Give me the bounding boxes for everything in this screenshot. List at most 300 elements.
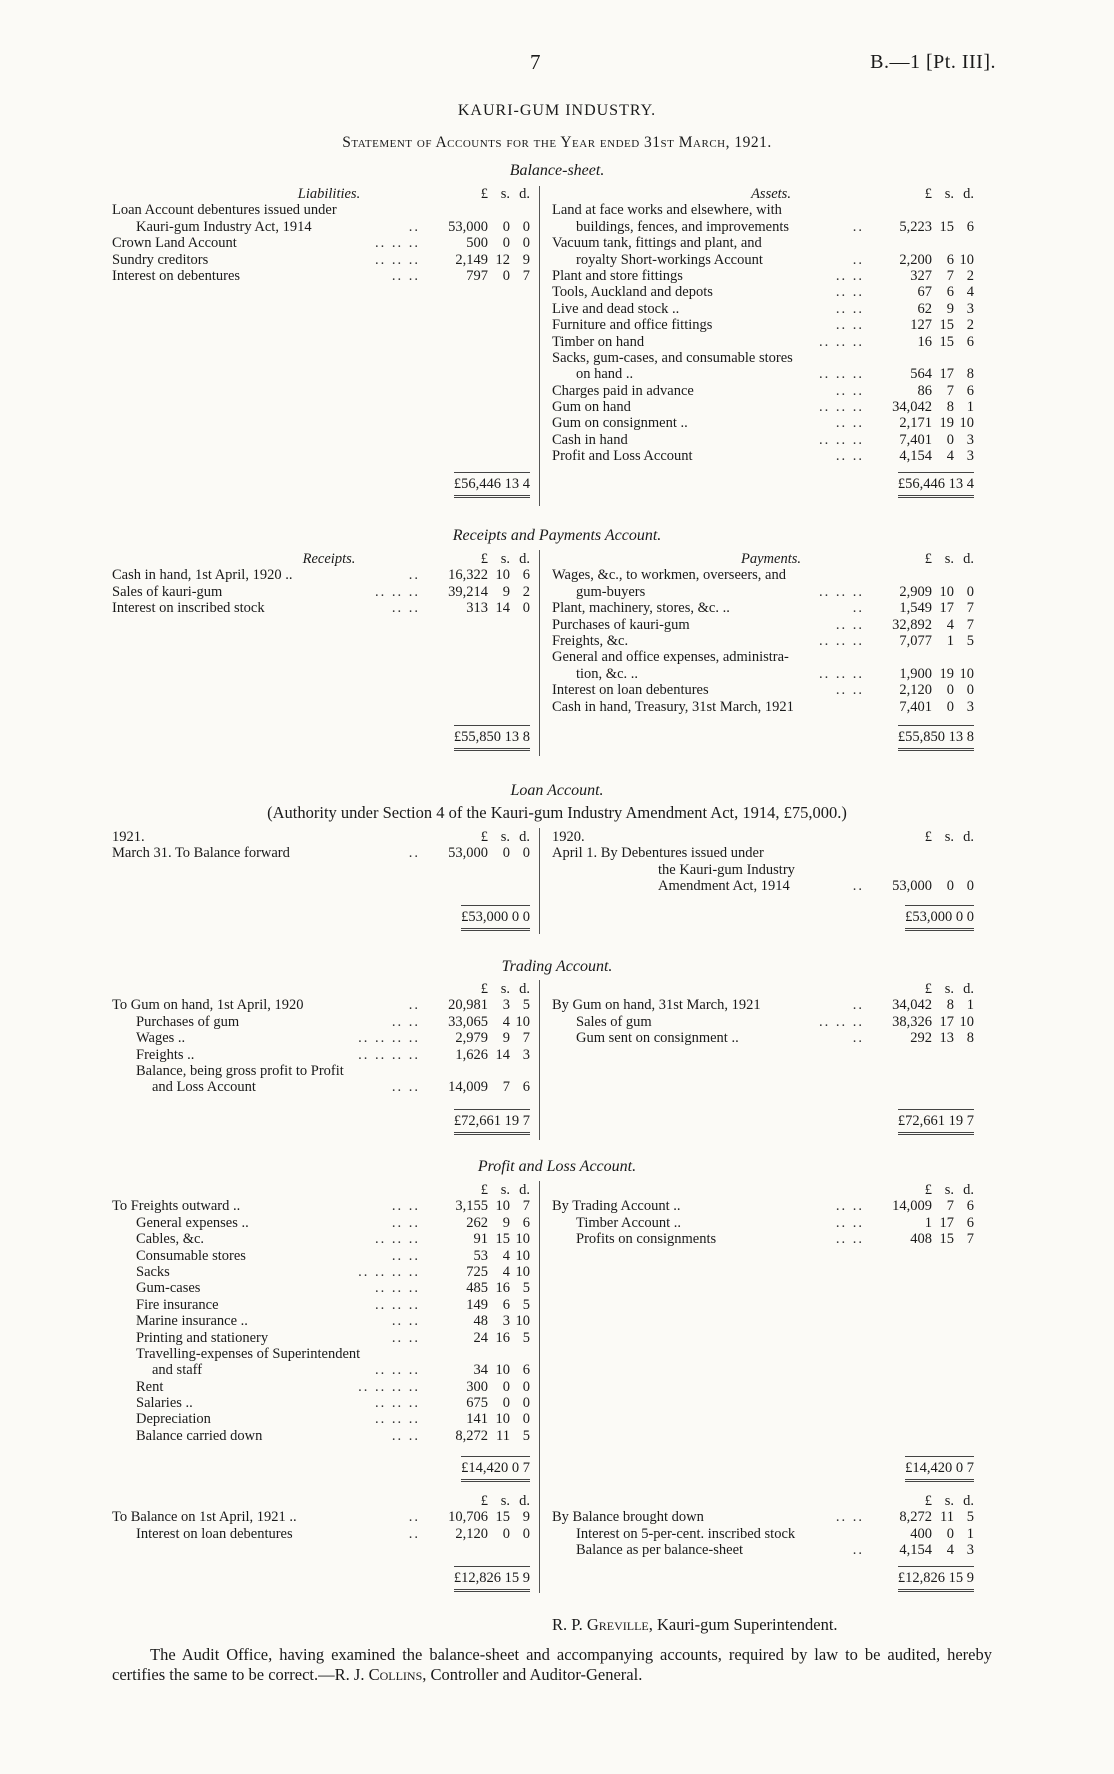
- item-label: Interest on loan debentures: [136, 1525, 293, 1542]
- amount-s: 11: [496, 1427, 510, 1444]
- balance-sheet-title: Balance-sheet.: [509, 162, 605, 179]
- ledger-row: [112, 1248, 530, 1264]
- document-title: KAURI-GUM INDUSTRY.: [457, 102, 657, 119]
- amount-d: 7: [966, 1231, 974, 1248]
- ledger-row: [112, 219, 530, 235]
- ledger-description: [552, 399, 870, 415]
- ledger-description: [552, 1231, 870, 1247]
- amount-s: 12: [495, 251, 510, 268]
- column-heading: Receipts.: [302, 550, 356, 567]
- audit-text: The Audit Office, having examined the balance-sheet and accompanying accounts, required by law to be audited, hereby certifies the same to be correct.—: [112, 1645, 992, 1684]
- ledger-amount: [426, 845, 530, 861]
- amount-d: 10: [515, 1247, 530, 1264]
- ledger-description: [112, 268, 426, 284]
- item-label: General expenses ..: [136, 1214, 249, 1231]
- ledger-description: [112, 1526, 426, 1542]
- amount-d: 3: [522, 1046, 530, 1063]
- leader-dots: ..: [852, 218, 864, 235]
- amount-l: 292: [910, 1030, 932, 1047]
- ledger-row: [112, 567, 530, 583]
- ledger-description: [552, 366, 870, 382]
- ledger-description: [112, 252, 426, 268]
- item-label: Sundry creditors: [112, 251, 209, 268]
- ledger-description: [112, 1030, 426, 1046]
- amount-l: 67: [917, 284, 932, 301]
- amount-s: 16: [495, 1329, 510, 1346]
- amount-s: 17: [939, 1013, 954, 1030]
- item-label: Consumable stores: [136, 1247, 246, 1264]
- amount-s: 7: [946, 382, 954, 399]
- amount-l: 1,900: [899, 665, 932, 682]
- ledger-amount: [870, 448, 974, 464]
- payments-total: £55,850 13 8: [552, 725, 974, 751]
- currency-l: £: [480, 550, 488, 567]
- currency-d: d.: [519, 185, 530, 202]
- amount-l: 53,000: [448, 218, 488, 235]
- amount-l: 20,981: [448, 997, 488, 1014]
- amount-s: 15: [495, 1509, 510, 1526]
- amount-d: 3: [966, 300, 974, 317]
- ledger-amount: [426, 1231, 530, 1247]
- amount-d: 8: [966, 366, 974, 383]
- amount-d: 10: [959, 415, 974, 432]
- amount-d: 2: [522, 583, 530, 600]
- ledger-description: [552, 567, 870, 583]
- ledger-row: [112, 997, 530, 1013]
- amount-l: 53,000: [448, 845, 488, 862]
- ledger-description: [552, 350, 870, 366]
- leader-dots: .. ..: [391, 1247, 420, 1264]
- ledger-amount: [870, 699, 974, 715]
- amount-s: 0: [946, 1525, 954, 1542]
- amount-d: 6: [966, 218, 974, 235]
- ledger-description: [112, 1509, 426, 1525]
- amount-d: 3: [966, 1542, 974, 1559]
- ledger-description: [112, 1411, 426, 1427]
- amount-s: 3: [502, 1313, 510, 1330]
- ledger-amount: [870, 317, 974, 333]
- amount-s: 15: [939, 317, 954, 334]
- profit-loss-debit-column-2: [112, 1493, 530, 1542]
- amount-l: 5,223: [899, 218, 932, 235]
- receipts-payments-title: Receipts and Payments Account.: [452, 527, 662, 544]
- amount-l: 149: [466, 1296, 488, 1313]
- item-label: Kauri-gum Industry Act, 1914: [136, 218, 312, 235]
- ledger-description: [112, 235, 426, 251]
- ledger-description: [112, 1264, 426, 1280]
- item-label: Live and dead stock ..: [552, 300, 680, 317]
- amount-d: 10: [515, 1313, 530, 1330]
- amount-l: 32,892: [892, 616, 932, 633]
- ledger-amount: [870, 284, 974, 300]
- ledger-amount: [870, 1215, 974, 1231]
- amount-s: 14: [495, 600, 510, 617]
- ledger-row: [552, 268, 974, 284]
- ledger-description: [552, 383, 870, 399]
- ledger-amount: [426, 1313, 530, 1329]
- amount-d: 2: [966, 267, 974, 284]
- receipts-column: [112, 551, 530, 617]
- ledger-amount: [870, 997, 974, 1013]
- amount-l: 675: [466, 1395, 488, 1412]
- amount-s: 16: [495, 1280, 510, 1297]
- leader-dots: .. ..: [391, 1198, 420, 1215]
- amount-l: 8,272: [455, 1427, 488, 1444]
- amount-l: 1,549: [899, 600, 932, 617]
- ledger-row: [112, 202, 530, 218]
- leader-dots: .. ..: [391, 1013, 420, 1030]
- amount-s: 19: [939, 665, 954, 682]
- amount-s: 10: [939, 583, 954, 600]
- leader-dots: .. ..: [391, 600, 420, 617]
- ledger-amount: [426, 1428, 530, 1444]
- item-label: and Loss Account: [152, 1079, 256, 1096]
- leader-dots: .. ..: [835, 284, 864, 301]
- currency-header: [870, 1182, 974, 1198]
- amount-s: 10: [495, 1198, 510, 1215]
- ledger-row: [112, 584, 530, 600]
- amount-s: 0: [502, 1395, 510, 1412]
- ledger-description: [552, 317, 870, 333]
- ledger-row: [552, 699, 974, 715]
- ledger-row: [112, 1346, 530, 1362]
- ledger-amount: [426, 584, 530, 600]
- document-subtitle: Statement of Accounts for the Year ended 31st March, 1921.: [342, 134, 772, 151]
- ledger-description: [552, 584, 870, 600]
- ledger-description: [112, 600, 426, 616]
- item-label: the Kauri-gum Industry: [658, 861, 795, 878]
- ledger-amount: [426, 219, 530, 235]
- leader-dots: .. ..: [835, 1509, 864, 1526]
- ledger-description: [112, 1428, 426, 1444]
- item-label: Vacuum tank, fittings and plant, and: [552, 235, 762, 252]
- amount-l: 4,154: [899, 1542, 932, 1559]
- amount-s: 17: [939, 600, 954, 617]
- amount-s: 15: [939, 1231, 954, 1248]
- amount-l: 2,979: [455, 1030, 488, 1047]
- trading-account-title: Trading Account.: [501, 958, 613, 975]
- loan-account-divider: [539, 828, 540, 934]
- amount-s: 17: [939, 366, 954, 383]
- amount-d: 1: [966, 399, 974, 416]
- ledger-amount: [426, 1395, 530, 1411]
- currency-l: £: [480, 1492, 488, 1509]
- trading-credit-column: [552, 981, 974, 1047]
- ledger-row: [112, 1526, 530, 1542]
- ledger-description: [552, 997, 870, 1013]
- ledger-description: [552, 235, 870, 251]
- amount-l: 34: [473, 1362, 488, 1379]
- amount-l: 797: [466, 267, 488, 284]
- amount-l: 564: [910, 366, 932, 383]
- loan-account-title: Loan Account.: [510, 782, 604, 799]
- leader-dots: .. .. ..: [819, 366, 864, 383]
- item-label: Purchases of gum: [136, 1013, 240, 1030]
- amount-s: 7: [946, 267, 954, 284]
- ledger-description: [112, 1330, 426, 1346]
- ledger-amount: [426, 1198, 530, 1214]
- amount-l: 2,200: [899, 251, 932, 268]
- ledger-row: [552, 399, 974, 415]
- superintendent-signature: [552, 1617, 838, 1633]
- leader-dots: .. .. ..: [375, 251, 420, 268]
- column-header-row: [552, 186, 974, 202]
- amount-d: 1: [966, 997, 974, 1014]
- ledger-row: [112, 1411, 530, 1427]
- amount-s: 0: [946, 682, 954, 699]
- ledger-description: [552, 666, 870, 682]
- item-label: Balance carried down: [136, 1427, 263, 1444]
- trading-credit-total: £72,661 19 7: [552, 1109, 974, 1135]
- ledger-row: [552, 301, 974, 317]
- ledger-description: [552, 633, 870, 649]
- loan-account-authority: (Authority under Section 4 of the Kauri-gum Industry Amendment Act, 1914, £75,000.): [267, 803, 847, 822]
- amount-l: 2,909: [899, 583, 932, 600]
- item-label: Cables, &c.: [136, 1231, 205, 1248]
- column-heading: 1920.: [552, 828, 585, 845]
- amount-d: 2: [966, 317, 974, 334]
- amount-d: 6: [522, 1079, 530, 1096]
- item-label: To Freights outward ..: [112, 1198, 241, 1215]
- ledger-row: [552, 1542, 974, 1558]
- profit-loss-debit-total-2: £12,826 15 9: [112, 1566, 530, 1592]
- ledger-amount: [426, 1509, 530, 1525]
- currency-d: d.: [963, 185, 974, 202]
- leader-dots: .. .. .. ..: [358, 1046, 420, 1063]
- ledger-amount: [870, 415, 974, 431]
- amount-d: 7: [522, 1030, 530, 1047]
- amount-d: 10: [515, 1013, 530, 1030]
- ledger-amount: [870, 1030, 974, 1046]
- leader-dots: .. ..: [835, 1214, 864, 1231]
- item-label: Wages ..: [136, 1030, 186, 1047]
- amount-s: 0: [502, 1525, 510, 1542]
- ledger-row: [112, 1428, 530, 1444]
- audit-certificate: [112, 1645, 992, 1685]
- currency-l: £: [924, 1492, 932, 1509]
- ledger-description: [552, 600, 870, 616]
- amount-l: 262: [466, 1214, 488, 1231]
- amount-s: 4: [502, 1247, 510, 1264]
- item-label: Interest on inscribed stock: [112, 600, 265, 617]
- ledger-row: [112, 1231, 530, 1247]
- currency-header: [426, 1493, 530, 1509]
- amount-s: 7: [946, 1198, 954, 1215]
- currency-s: s.: [944, 1492, 954, 1509]
- amount-s: 0: [946, 431, 954, 448]
- currency-d: d.: [963, 1181, 974, 1198]
- item-label: buildings, fences, and improvements: [576, 218, 790, 235]
- ledger-row: [552, 1526, 974, 1542]
- amount-s: 9: [946, 300, 954, 317]
- ledger-description: [552, 862, 870, 878]
- assets-column: [552, 186, 974, 465]
- trading-account-divider: [539, 980, 540, 1140]
- leader-dots: .. .. ..: [375, 1280, 420, 1297]
- item-label: Interest on loan debentures: [552, 682, 709, 699]
- currency-l: £: [480, 980, 488, 997]
- ledger-amount: [870, 1526, 974, 1542]
- ledger-description: [552, 845, 870, 861]
- item-label: Printing and stationery: [136, 1329, 269, 1346]
- currency-s: s.: [944, 550, 954, 567]
- ledger-description: [552, 1014, 870, 1030]
- ledger-row: [552, 366, 974, 382]
- leader-dots: .. ..: [391, 1313, 420, 1330]
- ledger-row: [552, 682, 974, 698]
- amount-l: 313: [466, 600, 488, 617]
- amount-d: 6: [522, 567, 530, 584]
- ledger-description: [112, 845, 426, 861]
- item-label: Tools, Auckland and depots: [552, 284, 713, 301]
- leader-dots: .. ..: [835, 415, 864, 432]
- item-label: Timber Account ..: [576, 1214, 681, 1231]
- amount-l: 141: [466, 1411, 488, 1428]
- amount-d: 5: [522, 1296, 530, 1313]
- column-header-row: [552, 1493, 974, 1509]
- ledger-description: [112, 567, 426, 583]
- ledger-row: [552, 350, 974, 366]
- amount-d: 0: [522, 1525, 530, 1542]
- ledger-row: [552, 878, 974, 894]
- leader-dots: .. .. ..: [375, 1296, 420, 1313]
- amount-s: 13: [939, 1030, 954, 1047]
- amount-s: 10: [495, 1362, 510, 1379]
- leader-dots: .. ..: [835, 616, 864, 633]
- currency-s: s.: [500, 185, 510, 202]
- currency-s: s.: [944, 1181, 954, 1198]
- amount-d: 0: [522, 235, 530, 252]
- item-label: By Gum on hand, 31st March, 1921: [552, 997, 761, 1014]
- leader-dots: .. ..: [835, 1198, 864, 1215]
- ledger-row: [112, 1030, 530, 1046]
- ledger-description: [552, 432, 870, 448]
- currency-header: [426, 981, 530, 997]
- item-label: Furniture and office fittings: [552, 317, 713, 334]
- currency-d: d.: [519, 1492, 530, 1509]
- amount-l: 24: [473, 1329, 488, 1346]
- currency-d: d.: [963, 1492, 974, 1509]
- column-header-row: [112, 551, 530, 567]
- amount-s: 0: [502, 845, 510, 862]
- amount-l: 485: [466, 1280, 488, 1297]
- amount-d: 7: [966, 616, 974, 633]
- item-label: March 31. To Balance forward: [112, 845, 290, 862]
- ledger-row: [112, 845, 530, 861]
- ledger-description: [552, 699, 870, 715]
- item-label: Freights, &c.: [552, 632, 629, 649]
- loan-credit-total: £53,000 0 0: [552, 905, 974, 931]
- item-label: Wages, &c., to workmen, overseers, and: [552, 567, 786, 584]
- ledger-amount: [426, 252, 530, 268]
- amount-s: 0: [502, 1378, 510, 1395]
- amount-l: 38,326: [892, 1013, 932, 1030]
- amount-l: 725: [466, 1263, 488, 1280]
- profit-loss-credit-column: [552, 1182, 974, 1248]
- ledger-row: [112, 1063, 530, 1079]
- amount-l: 300: [466, 1378, 488, 1395]
- currency-l: £: [924, 980, 932, 997]
- ledger-row: [552, 1014, 974, 1030]
- amount-d: 10: [515, 1263, 530, 1280]
- column-header-row: [552, 829, 974, 845]
- column-header-row: [112, 829, 530, 845]
- ledger-amount: [870, 334, 974, 350]
- amount-s: 17: [939, 1214, 954, 1231]
- currency-l: £: [480, 828, 488, 845]
- profit-loss-debit-total: £14,420 0 7: [112, 1456, 530, 1482]
- ledger-row: [112, 1297, 530, 1313]
- liabilities-column: [112, 186, 530, 284]
- ledger-amount: [870, 432, 974, 448]
- column-header-row: [112, 1493, 530, 1509]
- column-header-row: [112, 186, 530, 202]
- amount-d: 0: [966, 878, 974, 895]
- currency-l: £: [924, 185, 932, 202]
- ledger-row: [552, 219, 974, 235]
- ledger-amount: [426, 600, 530, 616]
- item-label: To Gum on hand, 1st April, 1920: [112, 997, 304, 1014]
- ledger-description: [552, 617, 870, 633]
- item-label: Plant and store fittings: [552, 267, 683, 284]
- currency-header: [426, 829, 530, 845]
- item-label: Plant, machinery, stores, &c. ..: [552, 600, 730, 617]
- leader-dots: ..: [408, 1525, 420, 1542]
- leader-dots: .. ..: [391, 1329, 420, 1346]
- ledger-description: [552, 448, 870, 464]
- amount-d: 10: [515, 1231, 530, 1248]
- ledger-row: [552, 633, 974, 649]
- amount-d: 10: [959, 1013, 974, 1030]
- auditor-name: R. J. Collins,: [334, 1665, 427, 1684]
- ledger-amount: [426, 1264, 530, 1280]
- ledger-description: [552, 301, 870, 317]
- signatory-name: R. P. Greville,: [552, 1615, 653, 1634]
- ledger-description: [552, 252, 870, 268]
- currency-d: d.: [519, 1181, 530, 1198]
- item-label: Sacks: [136, 1263, 170, 1280]
- amount-d: 10: [959, 665, 974, 682]
- amount-l: 39,214: [448, 583, 488, 600]
- ledger-amount: [426, 567, 530, 583]
- leader-dots: ..: [852, 600, 864, 617]
- ledger-description: [112, 1346, 426, 1362]
- amount-s: 11: [940, 1509, 954, 1526]
- amount-d: 6: [966, 1198, 974, 1215]
- profit-loss-credit-total-2: £12,826 15 9: [552, 1566, 974, 1592]
- amount-l: 33,065: [448, 1013, 488, 1030]
- ledger-description: [552, 219, 870, 235]
- item-label: Travelling-expenses of Superintendent: [136, 1345, 361, 1362]
- page-reference: B.—1 [Pt. III].: [870, 51, 996, 73]
- leader-dots: .. .. ..: [375, 1362, 420, 1379]
- profit-loss-debit-column: [112, 1182, 530, 1444]
- leader-dots: .. .. ..: [375, 235, 420, 252]
- item-label: April 1. By Debentures issued under: [552, 845, 764, 862]
- column-header-row: [112, 1182, 530, 1198]
- ledger-row: [552, 1215, 974, 1231]
- leader-dots: ..: [852, 1542, 864, 1559]
- amount-s: 14: [495, 1046, 510, 1063]
- ledger-amount: [870, 1542, 974, 1558]
- item-label: Loan Account debentures issued under: [112, 202, 337, 219]
- leader-dots: ..: [408, 1509, 420, 1526]
- currency-s: s.: [500, 980, 510, 997]
- leader-dots: .. ..: [391, 267, 420, 284]
- page-number: 7: [530, 50, 541, 74]
- item-label: To Balance on 1st April, 1921 ..: [112, 1509, 297, 1526]
- currency-d: d.: [519, 828, 530, 845]
